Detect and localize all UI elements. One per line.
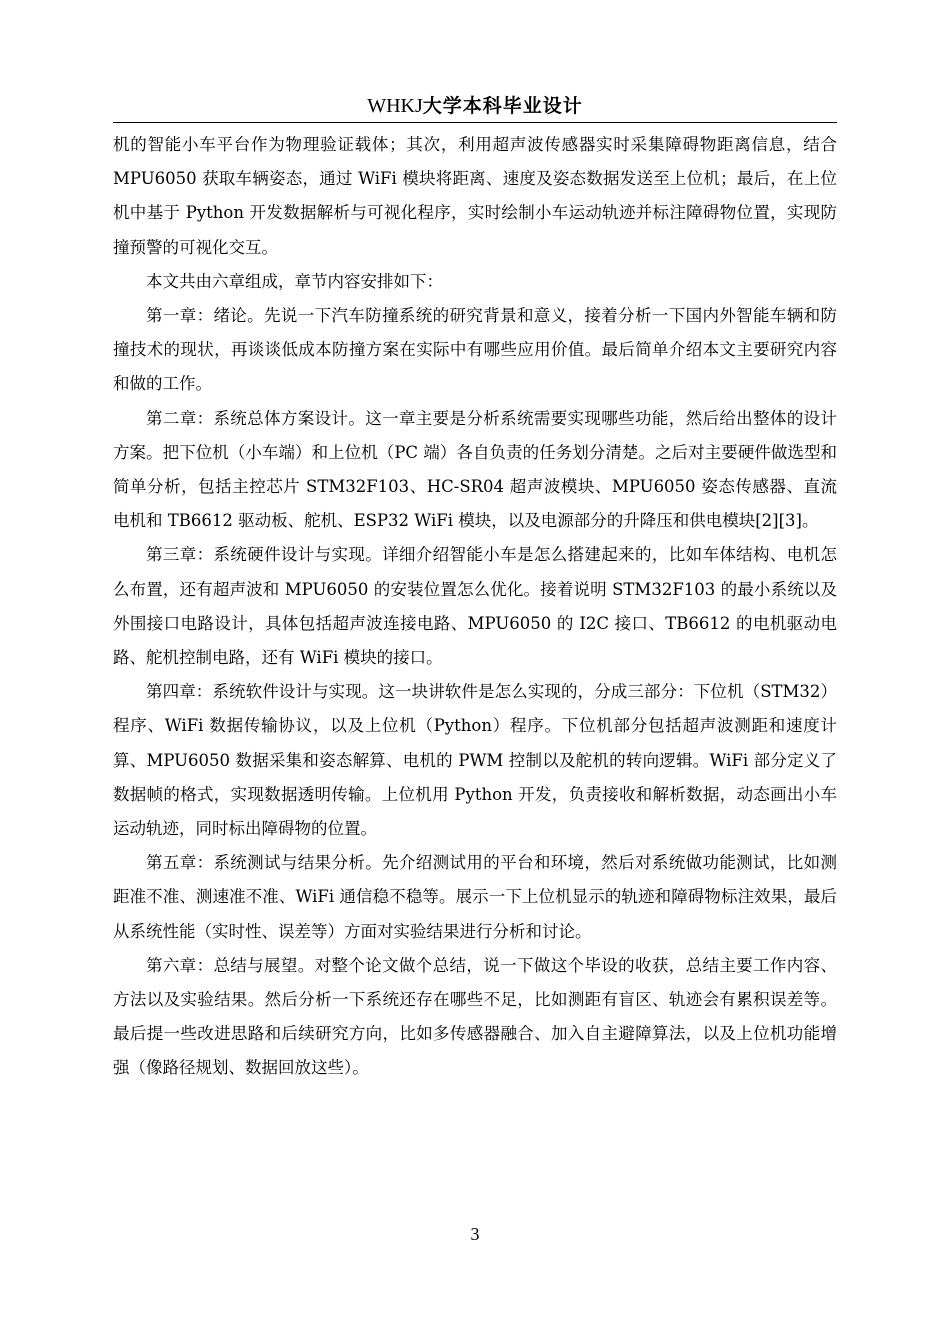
paragraph-continued: 机的智能小车平台作为物理验证载体；其次，利用超声波传感器实时采集障碍物距离信息，结合 MPU6050 获取车辆姿态，通过 WiFi 模块将距离、速度及姿态数据发送至上位机；最后，在上位机中基于 Python 开发数据解析与可视化程序，实时绘制小车运动轨迹并标注障碍物位置，实现防撞预警的可视化交互。 <box>113 135 837 257</box>
paragraph-chapter-5: 第五章：系统测试与结果分析。先介绍测试用的平台和环境，然后对系统做功能测试，比如测距准不准、测速准不准、WiFi 通信稳不稳等。展示一下上位机显示的轨迹和障碍物标注效果，最后从系统性能（实时性、误差等）方面对实验结果进行分析和讨论。 <box>113 853 837 941</box>
running-header <box>113 92 837 123</box>
page-number: 3 <box>470 1224 480 1244</box>
paragraph-chapter-2: 第二章：系统总体方案设计。这一章主要是分析系统需要实现哪些功能，然后给出整体的设计方案。把下位机（小车端）和上位机（PC 端）各自负责的任务划分清楚。之后对主要硬件做选型和简单分析，包括主控芯片 STM32F103、HC-SR04 超声波模块、MPU6050 姿态传感器、直流电机和 TB6612 驱动板、舵机、ESP32 WiFi 模块，以及电源部分的升降压和供电模块[2][3]。 <box>113 408 837 531</box>
paragraph-chapter-4: 第四章：系统软件设计与实现。这一块讲软件是怎么实现的，分成三部分：下位机（STM32）程序、WiFi 数据传输协议，以及上位机（Python）程序。下位机部分包括超声波测距和速度计算、MPU6050 数据采集和姿态解算、电机的 PWM 控制以及舵机的转向逻辑。WiFi 部分定义了数据帧的格式，实现数据透明传输。上位机用 Python 开发，负责接收和解析数据，动态画出小车运动轨迹，同时标出障碍物的位置。 <box>113 682 837 839</box>
paragraph-chapter-3: 第三章：系统硬件设计与实现。详细介绍智能小车是怎么搭建起来的，比如车体结构、电机怎么布置，还有超声波和 MPU6050 的安装位置怎么优化。接着说明 STM32F103 的最小系统以及外围接口电路设计，具体包括超声波连接电路、MPU6050 的 I2C 接口、TB6612 的电机驱动电路、舵机控制电路，还有 WiFi 模块的接口。 <box>113 545 837 668</box>
body-text <box>113 128 837 1086</box>
paragraph-chapter-overview: 本文共由六章组成，章节内容安排如下： <box>146 271 443 291</box>
header-title: 大学本科毕业设计 <box>422 95 583 117</box>
paragraph-chapter-1: 第一章：绪论。先说一下汽车防撞系统的研究背景和意义，接着分析一下国内外智能车辆和防撞技术的现状，再谈谈低成本防撞方案在实际中有哪些应用价值。最后简单介绍本文主要研究内容和做的工作。 <box>113 306 837 394</box>
paragraph-chapter-6: 第六章：总结与展望。对整个论文做个总结，说一下做这个毕设的收获，总结主要工作内容、方法以及实验结果。然后分析一下系统还存在哪些不足，比如测距有盲区、轨迹会有累积误差等。最后提一些改进思路和后续研究方向，比如多传感器融合、加入自主避障算法，以及上位机功能增强（像路径规划、数据回放这些）。 <box>113 955 837 1078</box>
header-code: WHKJ <box>367 95 423 117</box>
